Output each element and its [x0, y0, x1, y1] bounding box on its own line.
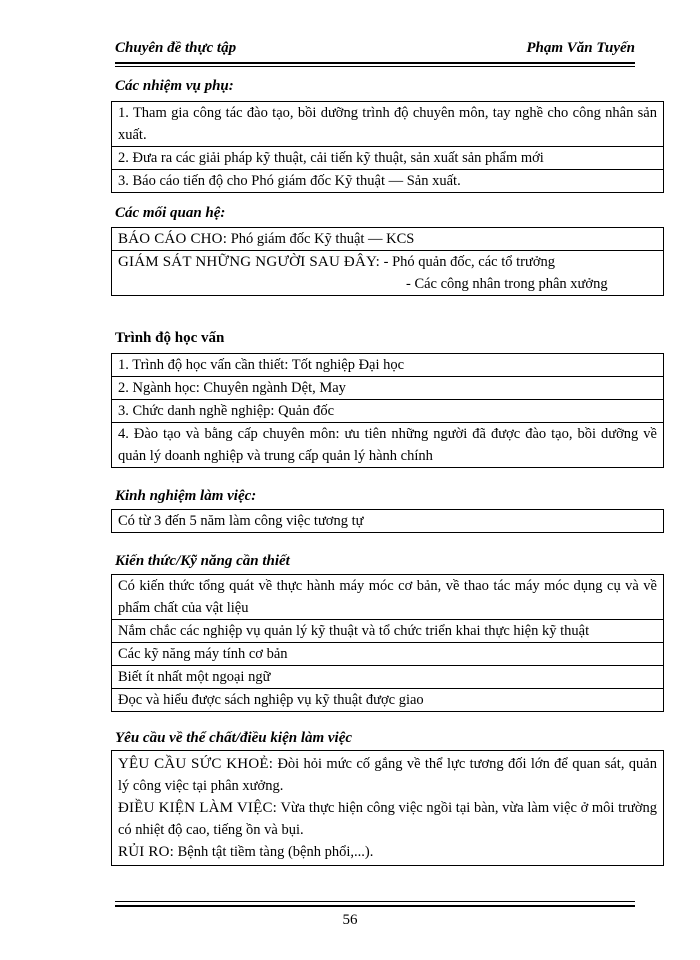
- section-title-nhiem-vu-phu: Các nhiệm vụ phụ:: [115, 78, 234, 94]
- bao-cao-value: Phó giám đốc Kỹ thuật — KCS: [230, 231, 415, 247]
- table-row-bao-cao: [112, 228, 663, 250]
- giam-sat-item: - Phó quản đốc, các tổ trưởng: [383, 254, 555, 270]
- rui-ro-value: Bệnh tật tiềm tàng (bệnh phổi,...).: [177, 844, 374, 860]
- table-row: 3. Báo cáo tiến độ cho Phó giám đốc Kỹ thuật — Sản xuất.: [112, 169, 663, 192]
- section-title-hoc-van: Trình độ học vấn: [115, 330, 225, 346]
- giam-sat-item: - Các công nhân trong phân xưởng: [406, 276, 608, 292]
- section-title-the-chat: Yêu cầu về thể chất/điều kiện làm việc: [115, 730, 353, 746]
- table-row: 4. Đào tạo và bằng cấp chuyên môn: ưu tiên những người đã được đào tạo, bồi dưỡng về quản lý doanh nghiệp và trung cấp quản lý hành chính: [112, 422, 663, 467]
- table-kien-thuc: [111, 574, 664, 712]
- header-rule-thick: [115, 62, 635, 64]
- table-row: Các kỹ năng máy tính cơ bản: [112, 642, 663, 665]
- table-row: 1. Tham gia công tác đào tạo, bồi dưỡng trình độ chuyên môn, tay nghề cho công nhân sản xuất.: [118, 105, 657, 143]
- table-row: Đọc và hiểu được sách nghiệp vụ kỹ thuật được giao: [112, 688, 663, 711]
- giam-sat-label: GIÁM SÁT NHỮNG NGƯỜI SAU ĐÂY:: [118, 254, 381, 270]
- section-title-kinh-nghiem: Kinh nghiệm làm việc:: [115, 488, 257, 504]
- footer-rule-thin: [115, 901, 635, 902]
- rui-ro-label: RỦI RO:: [118, 844, 174, 860]
- page-header: [115, 38, 635, 60]
- dieu-kien-label: ĐIỀU KIỆN LÀM VIỆC:: [118, 800, 278, 816]
- table-row: 2. Đưa ra các giải pháp kỹ thuật, cải tiến kỹ thuật, sản xuất sản phẩm mới: [112, 146, 663, 169]
- suc-khoe-row: [112, 753, 663, 797]
- rui-ro-row: [112, 841, 663, 863]
- table-row: 1. Trình độ học vấn cần thiết: Tốt nghiệp Đại học: [118, 357, 405, 373]
- section-title-quan-he: Các mối quan hệ:: [115, 205, 226, 221]
- table-kinh-nghiem: [111, 509, 664, 533]
- table-hoc-van: [111, 353, 664, 468]
- dieu-kien-value: Vừa thực hiện công việc ngồi tại bàn, vừa làm việc ở môi trường có nhiệt độ cao, tiếng ồn và bụi.: [118, 800, 657, 838]
- table-row: 2. Ngành học: Chuyên ngành Dệt, May: [112, 376, 663, 399]
- table-nhiem-vu-phu: [111, 101, 664, 193]
- bao-cao-label: BÁO CÁO CHO:: [118, 231, 228, 247]
- table-row: Nắm chắc các nghiệp vụ quản lý kỹ thuật và tổ chức triển khai thực hiện kỹ thuật: [112, 619, 663, 642]
- header-rule-thin: [115, 66, 635, 67]
- table-row: Có kiến thức tổng quát về thực hành máy móc cơ bản, về thao tác máy móc dụng cụ và về phẩm chất của vật liệu: [118, 578, 657, 616]
- suc-khoe-value: Đòi hỏi mức cố gắng về thể lực tương đối lớn để quan sát, quản lý công việc tại phân xưởng.: [118, 756, 657, 794]
- page-number: 56: [342, 912, 358, 928]
- table-row: Biết ít nhất một ngoại ngữ: [112, 665, 663, 688]
- table-the-chat: [111, 750, 664, 866]
- header-title: Chuyên đề thực tập: [115, 40, 237, 56]
- table-quan-he: [111, 227, 664, 296]
- table-row: 3. Chức danh nghề nghiệp: Quản đốc: [112, 399, 663, 422]
- table-row-giam-sat: [112, 250, 663, 295]
- table-row: Có từ 3 đến 5 năm làm công việc tương tự: [118, 513, 364, 529]
- section-title-kien-thuc: Kiến thức/Kỹ năng cần thiết: [115, 553, 290, 569]
- suc-khoe-label: YÊU CẦU SỨC KHOẺ:: [118, 756, 274, 772]
- dieu-kien-row: [112, 797, 663, 841]
- footer-rule-thick: [115, 905, 635, 907]
- header-author: Phạm Văn Tuyến: [526, 40, 635, 56]
